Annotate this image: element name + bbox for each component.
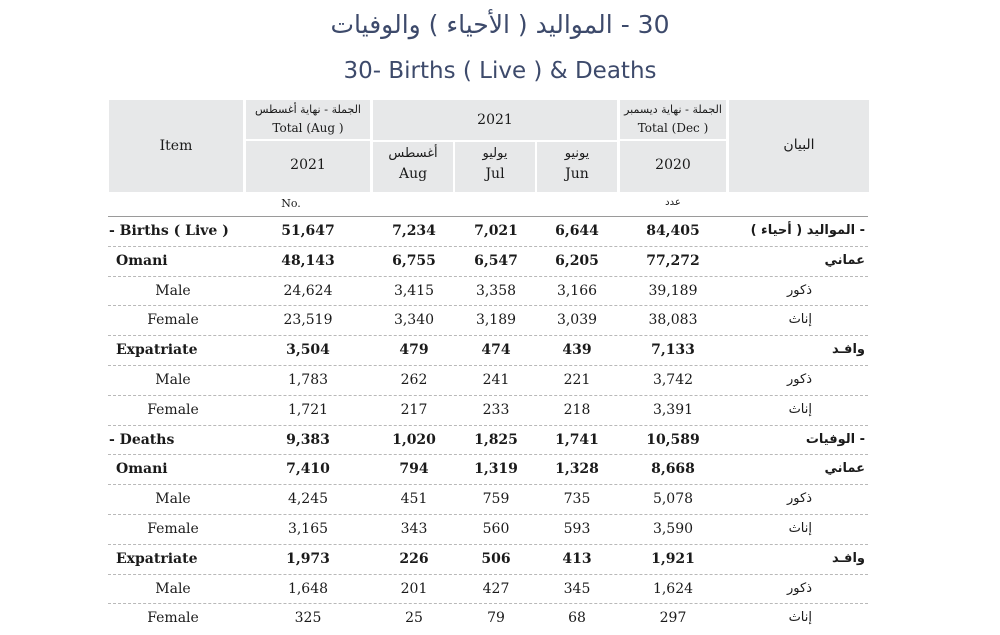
row-label-ar: عماني: [824, 252, 865, 268]
row-label-en: Female: [147, 521, 199, 537]
table-cell: 68: [568, 610, 586, 627]
header-month-jun-ar: يونيو: [564, 146, 590, 161]
table-cell: 10,589: [646, 431, 700, 448]
table-cell: 3,165: [287, 521, 329, 537]
row-label-en: Omani: [116, 461, 168, 478]
row-label-ar: ذكور: [787, 282, 812, 298]
table-cell: 48,143: [281, 252, 335, 269]
table-cell: 39,189: [648, 282, 698, 299]
row-label-en: Male: [155, 282, 191, 299]
header-total-dec-year: 2020: [655, 157, 691, 173]
row-divider: [108, 365, 868, 366]
row-label-en: Female: [147, 610, 199, 627]
table-cell: 479: [399, 342, 429, 359]
table-cell: 77,272: [646, 252, 700, 269]
row-label-en: Male: [155, 580, 191, 597]
row-label-en: Expatriate: [116, 342, 198, 359]
row-label-en: - Deaths: [109, 431, 175, 448]
table-cell: 413: [562, 550, 592, 567]
header-month-aug-ar: أغسطس: [388, 146, 438, 161]
table-cell: 1,783: [287, 372, 329, 388]
table-cell: 24,624: [283, 282, 333, 299]
table-cell: 3,358: [475, 282, 517, 299]
header-item-ar: البيان: [783, 137, 815, 153]
table-cell: 427: [482, 580, 510, 597]
table-cell: 79: [487, 610, 505, 627]
header-months-year: 2021: [477, 112, 513, 128]
row-label-ar: إناث: [788, 610, 812, 626]
table-cell: 221: [563, 372, 591, 388]
header-month-aug-en: Aug: [398, 166, 428, 182]
table-cell: 262: [400, 372, 428, 388]
row-label-ar: ذكور: [787, 372, 812, 387]
table-cell: 84,405: [646, 223, 700, 239]
table-cell: 233: [482, 401, 510, 418]
table-cell: 1,721: [287, 401, 329, 418]
row-label-en: Male: [155, 491, 191, 508]
row-label-en: Omani: [116, 252, 168, 269]
table-cell: 3,590: [652, 521, 694, 537]
row-divider: [108, 425, 868, 426]
table-cell: 218: [563, 401, 591, 418]
table-cell: 343: [400, 521, 428, 537]
row-label-ar: - المواليد ( أحياء ): [750, 223, 865, 238]
row-divider: [108, 216, 868, 217]
header-total-dec-en: Total (Dec ): [637, 121, 709, 135]
table-cell: 1,825: [474, 431, 518, 448]
table-cell: 6,205: [555, 252, 599, 269]
header-month-jul-en: Jul: [485, 166, 505, 182]
header-total-aug-ar: الجملة - نهاية أغسطس: [255, 103, 361, 116]
table-cell: 217: [400, 401, 428, 418]
table-cell: 38,083: [648, 312, 698, 329]
table-cell: 226: [399, 550, 429, 567]
table-cell: 5,078: [652, 491, 694, 508]
table-cell: 6,547: [474, 252, 518, 269]
row-divider: [108, 305, 868, 306]
unit-label-ar: عدد: [665, 197, 681, 208]
table-cell: 1,020: [392, 431, 436, 448]
row-label-ar: - الوفيات: [805, 431, 865, 447]
table-cell: 1,328: [555, 461, 599, 478]
row-divider: [108, 514, 868, 515]
table-cell: 593: [563, 521, 591, 537]
row-label-en: Expatriate: [116, 550, 198, 567]
header-month-jul-ar: يوليو: [482, 146, 508, 161]
row-divider: [108, 246, 868, 247]
row-label-ar: إناث: [788, 312, 812, 328]
row-label-ar: وافـد: [831, 550, 865, 566]
table-cell: 560: [482, 521, 510, 537]
row-label-ar: إناث: [788, 521, 812, 536]
row-divider: [108, 335, 868, 336]
table-cell: 794: [399, 461, 429, 478]
table-cell: 297: [659, 610, 687, 627]
table-cell: 735: [563, 491, 591, 508]
table-cell: 506: [481, 550, 511, 567]
row-label-en: Female: [147, 401, 199, 418]
table-cell: 3,166: [556, 282, 598, 299]
row-divider: [108, 454, 868, 455]
table-cell: 3,415: [393, 282, 435, 299]
row-divider: [108, 395, 868, 396]
table-cell: 345: [563, 580, 591, 597]
row-divider: [108, 574, 868, 575]
row-divider: [108, 484, 868, 485]
table-cell: 1,648: [287, 580, 329, 597]
table-cell: 3,742: [652, 372, 694, 388]
table-cell: 1,624: [652, 580, 694, 597]
table-cell: 9,383: [286, 431, 330, 448]
row-label-ar: وافـد: [831, 342, 865, 358]
header-item: Item: [159, 138, 193, 154]
table-cell: 1,741: [555, 431, 599, 448]
table-cell: 6,644: [555, 223, 599, 239]
table-cell: 3,039: [556, 312, 598, 329]
table-cell: 8,668: [651, 461, 695, 478]
table-cell: 7,410: [286, 461, 330, 478]
row-label-en: Male: [155, 372, 191, 388]
table-cell: 51,647: [281, 223, 335, 239]
table-cell: 7,133: [651, 342, 695, 359]
table-cell: 201: [400, 580, 428, 597]
row-label-ar: إناث: [788, 401, 812, 417]
row-divider: [108, 276, 868, 277]
header-total-aug-year: 2021: [290, 157, 326, 173]
table-cell: 241: [482, 372, 510, 388]
table-cell: 25: [405, 610, 423, 627]
table-cell: 7,021: [474, 223, 518, 239]
table-cell: 4,245: [287, 491, 329, 508]
table-cell: 1,319: [474, 461, 518, 478]
row-label-en: Female: [147, 312, 199, 329]
table-cell: 474: [481, 342, 511, 359]
row-label-en: - Births ( Live ): [109, 223, 229, 239]
row-label-ar: ذكور: [787, 491, 812, 507]
table-cell: 1,921: [651, 550, 695, 567]
row-divider: [108, 544, 868, 545]
header-total-dec-ar: الجملة - نهاية ديسمبر: [624, 103, 722, 116]
table-cell: 3,504: [286, 342, 330, 359]
table-cell: 6,755: [392, 252, 436, 269]
table-cell: 23,519: [283, 312, 333, 329]
page-title-english: 30- Births ( Live ) & Deaths: [343, 58, 657, 84]
header-month-jun-en: Jun: [565, 166, 589, 182]
table-cell: 439: [562, 342, 592, 359]
row-label-ar: عماني: [824, 461, 865, 477]
table-cell: 325: [294, 610, 322, 627]
page-title-arabic: 30 - المواليد ( الأحياء ) والوفيات: [330, 10, 670, 39]
table-cell: 3,391: [652, 401, 694, 418]
row-divider: [108, 603, 868, 604]
header-total-aug-en: Total (Aug ): [272, 121, 344, 135]
table-cell: 3,189: [475, 312, 517, 329]
table-cell: 451: [400, 491, 428, 508]
unit-label-en: No.: [281, 197, 301, 210]
table-cell: 1,973: [286, 550, 330, 567]
table-cell: 3,340: [393, 312, 435, 329]
row-label-ar: ذكور: [787, 580, 812, 596]
table-cell: 759: [482, 491, 510, 508]
table-cell: 7,234: [392, 223, 436, 239]
